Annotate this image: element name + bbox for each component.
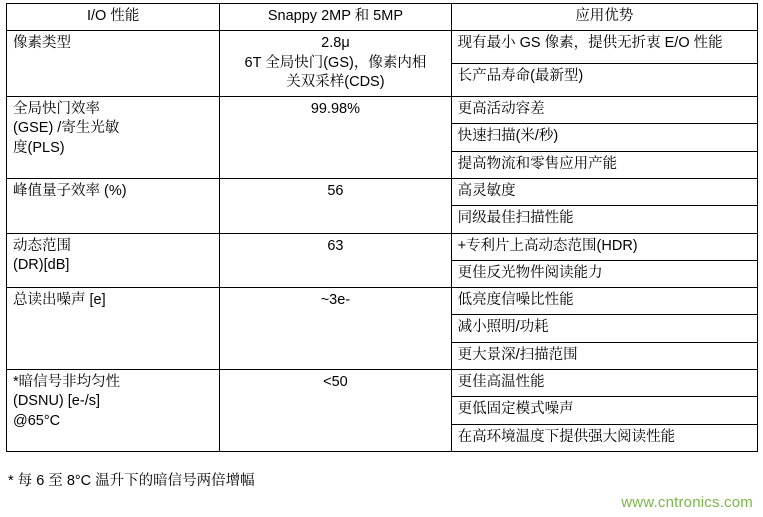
table-header [7, 4, 758, 31]
footnote: * 每 6 至 8°C 温升下的暗信号两倍增幅 [8, 473, 255, 490]
benefit-cell: 更低固定模式噪声 [451, 397, 757, 424]
benefit-cell: 减小照明/功耗 [451, 315, 757, 342]
table-body [7, 31, 758, 452]
value-line: 2.8μ [321, 35, 350, 52]
benefit-cell: 在高环境温度下提供强大阅读性能 [451, 424, 757, 451]
value-dynamic-range: 63 [220, 233, 451, 288]
benefit-cell: 同级最佳扫描性能 [451, 206, 757, 233]
param-line: 度(PLS) [13, 139, 65, 156]
benefit-cell: 快速扫描(米/秒) [451, 124, 757, 151]
param-pixel-type: 像素类型 [7, 31, 220, 97]
benefit-cell: 更高活动容差 [451, 97, 757, 124]
benefit-cell: 高灵敏度 [451, 178, 757, 205]
param-dsnu [7, 369, 220, 451]
value-dsnu: <50 [220, 369, 451, 451]
benefit-cell: 长产品寿命(最新型) [451, 64, 757, 97]
column-header-benefit: 应用优势 [451, 4, 757, 31]
benefit-cell: 更大景深/扫描范围 [451, 342, 757, 369]
table-row [7, 178, 758, 205]
benefit-cell: 更佳反光物件阅读能力 [451, 260, 757, 287]
benefit-cell: 现有最小 GS 像素，提供无折衷 E/O 性能 [451, 31, 757, 64]
watermark: www.cntronics.com [621, 494, 753, 511]
table-row [7, 31, 758, 64]
param-gse-pls [7, 97, 220, 179]
benefit-cell: 提高物流和零售应用产能 [451, 151, 757, 178]
value-line: 关双采样(CDS) [286, 73, 385, 90]
value-gse-pls: 99.98% [220, 97, 451, 179]
param-line: *暗信号非均匀性 [13, 373, 121, 390]
header-row [7, 4, 758, 31]
value-line: 6T 全局快门(GS)，像素内相 [244, 54, 427, 71]
param-line: (DSNU) [e-/s] [13, 393, 100, 410]
value-read-noise: ~3e- [220, 288, 451, 370]
column-header-performance: I/O 性能 [7, 4, 220, 31]
value-peak-qe: 56 [220, 178, 451, 233]
table-row [7, 97, 758, 124]
table-row [7, 288, 758, 315]
io-performance-table [6, 3, 758, 452]
param-line: (GSE) /寄生光敏 [13, 120, 120, 137]
column-header-product: Snappy 2MP 和 5MP [220, 4, 451, 31]
param-line: @65°C [13, 412, 61, 429]
param-peak-qe: 峰值量子效率 (%) [7, 178, 220, 233]
param-line: 全局快门效率 [13, 101, 100, 118]
param-line: 动态范围 [13, 237, 71, 254]
spec-table-page [0, 3, 763, 517]
table-row [7, 233, 758, 260]
benefit-cell: 低亮度信噪比性能 [451, 288, 757, 315]
benefit-cell: 更佳高温性能 [451, 369, 757, 396]
value-pixel-type [220, 31, 451, 97]
param-line: (DR)[dB] [13, 256, 70, 273]
param-read-noise: 总读出噪声 [e] [7, 288, 220, 370]
table-row [7, 369, 758, 396]
benefit-cell: +专利片上高动态范围(HDR) [451, 233, 757, 260]
param-dynamic-range [7, 233, 220, 288]
